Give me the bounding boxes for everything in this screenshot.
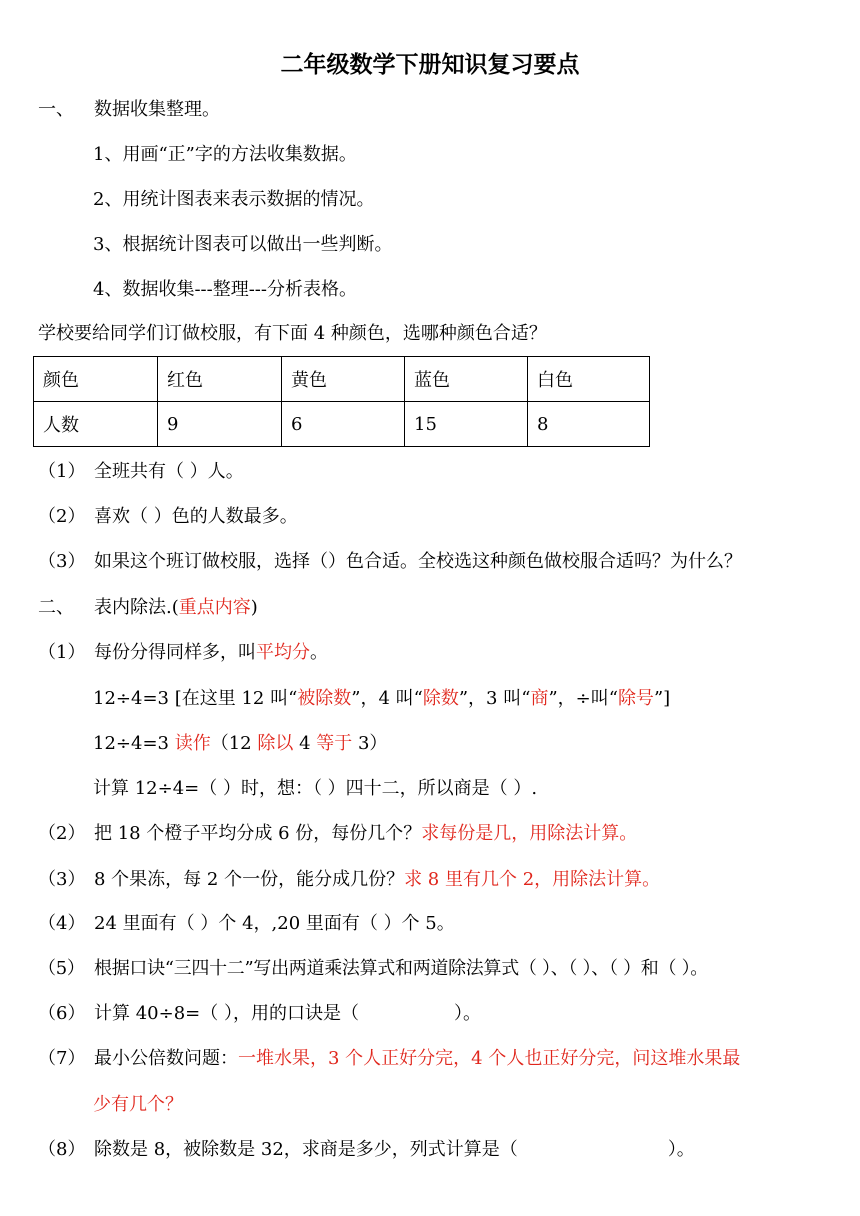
q-emphasis: 求 8 里有几个 2，用除法计算。 [404, 869, 661, 890]
subquestion-number: （2） [38, 506, 86, 527]
division-q5 [38, 957, 708, 981]
divided-by: 除以 [257, 733, 294, 754]
section-2-number: 二、 [38, 597, 74, 618]
division-q8 [38, 1138, 695, 1162]
division-reading [93, 732, 387, 756]
table-row [34, 402, 650, 447]
q-number: （4） [38, 913, 86, 934]
division-terms [93, 687, 670, 711]
eq-text: ”，4 叫“ [351, 688, 423, 709]
section-2-title: 表内除法.( [94, 597, 179, 618]
table-cell: 蓝色 [405, 357, 528, 402]
table-cell: 15 [405, 402, 528, 447]
equals: 等于 [316, 733, 353, 754]
q-text-end: ）。 [453, 1003, 481, 1024]
table-cell: 8 [528, 402, 650, 447]
table-cell: 白色 [528, 357, 650, 402]
table-row [34, 357, 650, 402]
q-text: 把 18 个橙子平均分成 6 份，每份几个？ [94, 823, 422, 844]
section-1-number: 一、 [38, 99, 74, 120]
section-2-title-end: ) [250, 597, 258, 618]
subquestion-number: （3） [38, 551, 86, 572]
page-title: 二年级数学下册知识复习要点 [280, 52, 580, 78]
q-emphasis: 求每份是几，用除法计算。 [421, 823, 638, 844]
uniform-question: 学校要给同学们订做校服，有下面 4 种颜色，选哪种颜色合适？ [38, 323, 547, 344]
section-1-heading [38, 98, 220, 122]
color-count-table [33, 356, 650, 447]
subquestion-2 [38, 505, 298, 529]
subquestion-text: 全班共有（ ）人。 [94, 461, 244, 482]
section-2-heading [38, 596, 258, 620]
term-dividend: 被除数 [297, 688, 352, 709]
table-cell: 黄色 [282, 357, 405, 402]
eq-text: 3） [352, 733, 388, 754]
q-text: 计算 40÷8=（ ），用的口诀是（ [94, 1003, 359, 1024]
point-1: 1、用画“正”字的方法收集数据。 [93, 144, 357, 165]
subquestion-3 [38, 550, 742, 574]
division-q3 [38, 868, 660, 892]
section-1-title: 数据收集整理。 [94, 99, 220, 120]
table-cell: 红色 [158, 357, 282, 402]
q-text: 除数是 8，被除数是 32，求商是多少，列式计算是（ [94, 1139, 518, 1160]
q-number: （8） [38, 1139, 86, 1160]
section-2-emphasis: 重点内容 [178, 597, 251, 618]
table-cell: 人数 [34, 402, 158, 447]
term-division-sign: 除号 [617, 688, 654, 709]
table-cell: 9 [158, 402, 282, 447]
division-calc-hint: 计算 12÷4=（ ）时，想：（ ）四十二，所以商是（ ）. [93, 778, 538, 799]
division-q7-continued [93, 1093, 183, 1117]
division-q1 [38, 641, 328, 665]
q-emphasis: 少有几个？ [93, 1094, 183, 1115]
q-text: 24 里面有（ ）个 4，,20 里面有（ ）个 5。 [94, 913, 455, 934]
division-q6 [38, 1002, 481, 1026]
q-text: 最小公倍数问题： [94, 1048, 238, 1069]
q-emphasis: 平均分 [256, 642, 310, 663]
q-text: 8 个果冻，每 2 个一份，能分成几份？ [94, 869, 405, 890]
q-text-end: 。 [310, 642, 328, 663]
term-quotient: 商 [530, 688, 549, 709]
q-number: （6） [38, 1003, 86, 1024]
eq-text: ”，÷叫“ [548, 688, 618, 709]
q-text: 根据口诀“三四十二”写出两道乘法算式和两道除法算式（ ）、（ ）、（ ）和（ ）。 [94, 958, 708, 979]
table-cell: 颜色 [34, 357, 158, 402]
division-q7 [38, 1047, 740, 1071]
eq-text: ”] [653, 688, 671, 709]
q-emphasis: 一堆水果，3 个人正好分完，4 个人也正好分完，问这堆水果最 [238, 1048, 741, 1069]
point-4: 4、数据收集---整理---分析表格。 [93, 279, 357, 300]
subquestion-text: 如果这个班订做校服，选择（）色合适。全校选这种颜色做校服合适吗？为什么？ [94, 551, 742, 572]
read-as: 读作 [174, 733, 211, 754]
eq-text: （12 [210, 733, 258, 754]
division-q4 [38, 912, 455, 936]
q-text-end: ）。 [667, 1139, 695, 1160]
q-number: （5） [38, 958, 85, 979]
table-cell: 6 [282, 402, 405, 447]
q-number: （2） [38, 823, 86, 844]
subquestion-1 [38, 460, 244, 484]
eq-text: ”，3 叫“ [458, 688, 531, 709]
eq-text: 12÷4=3 [在这里 12 叫“ [93, 688, 298, 709]
subquestion-number: （1） [38, 461, 86, 482]
eq-text: 12÷4=3 [93, 733, 175, 754]
q-text: 每份分得同样多，叫 [94, 642, 256, 663]
q-number: （3） [38, 869, 86, 890]
q-number: （7） [38, 1048, 86, 1069]
point-2: 2、用统计图表来表示数据的情况。 [93, 189, 375, 210]
q-number: （1） [38, 642, 86, 663]
subquestion-text: 喜欢（ ）色的人数最多。 [94, 506, 298, 527]
division-q2 [38, 822, 637, 846]
term-divisor: 除数 [422, 688, 459, 709]
eq-text: 4 [293, 733, 317, 754]
point-3: 3、根据统计图表可以做出一些判断。 [93, 234, 393, 255]
